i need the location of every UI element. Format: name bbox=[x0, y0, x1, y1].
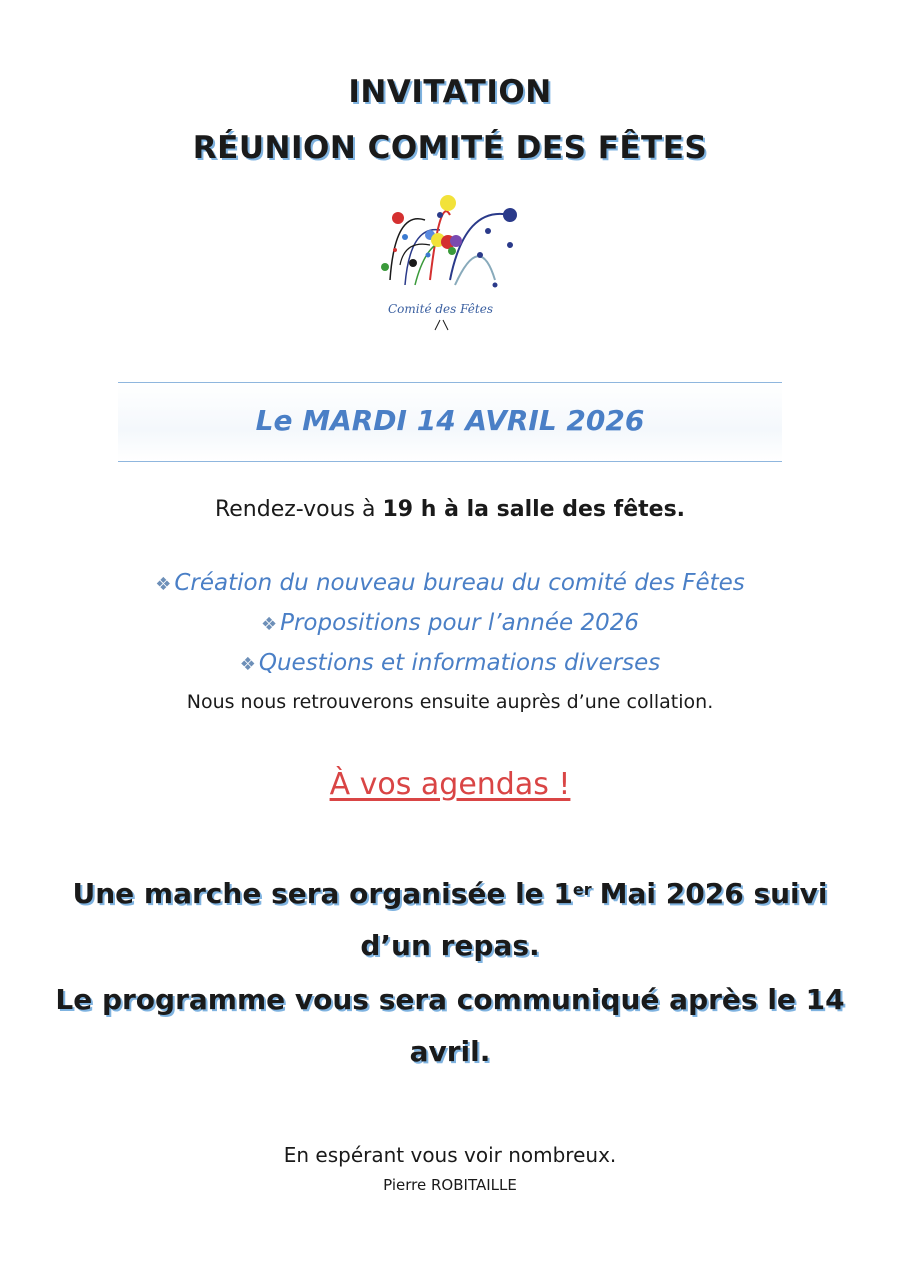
meeting-time-place bbox=[0, 497, 900, 522]
agenda-item bbox=[0, 650, 900, 676]
agenda-item bbox=[0, 570, 900, 596]
agenda-item-text: Propositions pour l’année 2026 bbox=[280, 610, 640, 636]
agenda-item-text: Création du nouveau bureau du comité des Fêtes bbox=[174, 570, 745, 596]
comite-des-fetes-logo bbox=[370, 185, 530, 335]
walk-superscript: er bbox=[572, 880, 592, 899]
closing-text: En espérant vous voir nombreux. bbox=[283, 1143, 617, 1167]
programme-announcement: Le programme vous sera communiqué après le 14 avril. bbox=[55, 983, 845, 1068]
divider-top bbox=[118, 382, 782, 383]
meeting-heading: RÉUNION COMITÉ DES FÊTES bbox=[192, 130, 708, 166]
agenda-item bbox=[0, 610, 900, 636]
diamond-bullet-icon: ❖ bbox=[155, 574, 172, 595]
walk-text-end: Mai 2026 suivi d’un repas. bbox=[360, 877, 828, 962]
agenda-item-text: Questions et informations diverses bbox=[258, 650, 661, 676]
meeting-date: Le MARDI 14 AVRIL 2026 bbox=[255, 404, 645, 437]
walk-announcement bbox=[50, 868, 850, 972]
diamond-bullet-icon: ❖ bbox=[260, 614, 278, 635]
collation-note: Nous nous retrouverons ensuite auprès d’une collation. bbox=[186, 691, 714, 713]
logo-caption: Comité des Fêtes bbox=[388, 302, 493, 316]
agenda-reminder: À vos agendas ! bbox=[329, 767, 571, 802]
divider-bottom bbox=[118, 461, 782, 462]
invitation-heading: INVITATION bbox=[348, 74, 552, 110]
meeting-prefix: Rendez-vous à bbox=[214, 497, 383, 522]
meeting-time: 19 h à la salle des fêtes. bbox=[382, 497, 686, 522]
signature: Pierre ROBITAILLE bbox=[383, 1176, 517, 1194]
walk-text-start: Une marche sera organisée le 1 bbox=[72, 877, 573, 910]
diamond-bullet-icon: ❖ bbox=[239, 654, 256, 675]
